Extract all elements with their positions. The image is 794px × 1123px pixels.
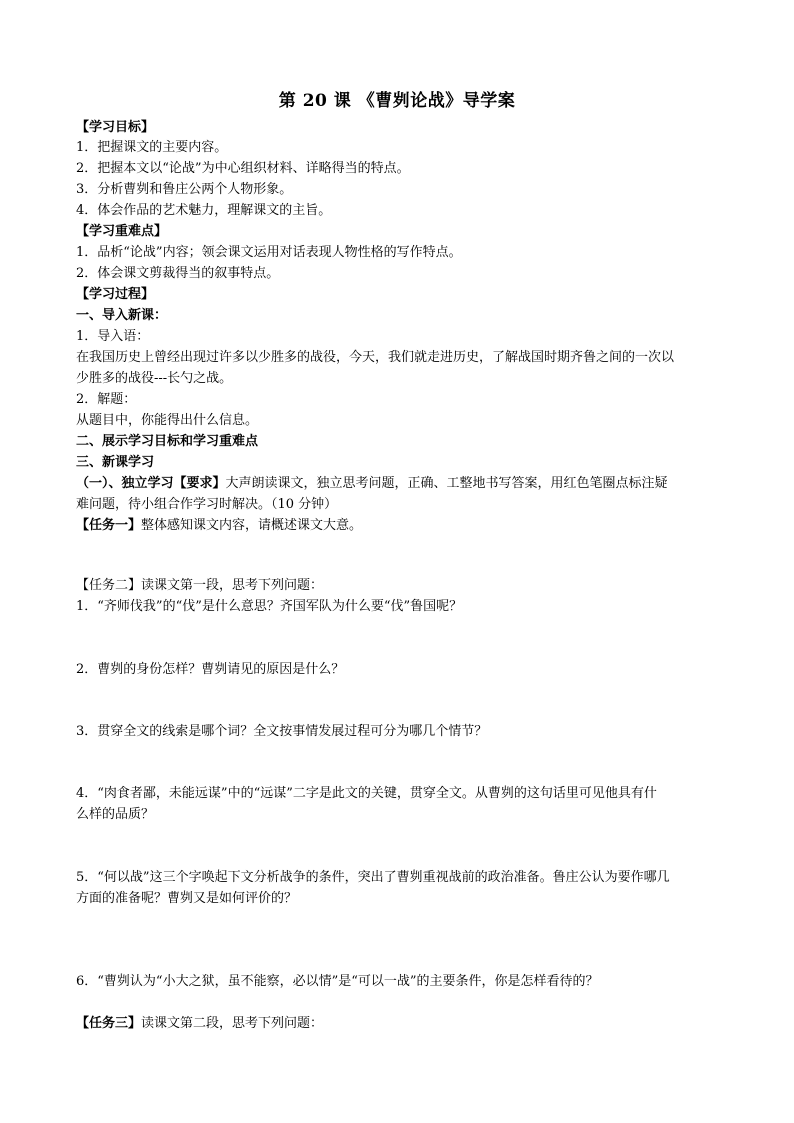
task-label: 【任务三】 — [76, 1016, 142, 1031]
question-item: 6．“曹刿认为“小大之狱，虽不能察，必以情”是“可以一战”的主要条件，你是怎样看待的？ — [76, 974, 599, 989]
independent-study-label: （一）、独立学习【要求】 — [76, 476, 226, 491]
key-point-item: 1．品析“论战”内容；领会课文运用对话表现人物性格的写作特点。 — [76, 245, 462, 260]
objective-item: 3．分析曹刿和鲁庄公两个人物形象。 — [76, 182, 293, 197]
question-item: 3．贯穿全文的线索是哪个词？全文按事情发展过程可分为哪几个情节？ — [76, 724, 488, 739]
title-explain-label: 2．解题： — [76, 392, 137, 407]
process-heading: 【学习过程】 — [76, 287, 155, 302]
title-explain-text: 从题目中，你能得出什么信息。 — [76, 413, 259, 428]
page-title: 第 20 课 《曹刿论战》导学案 — [278, 91, 516, 111]
question-item: 5．“何以战”这三个字唤起下文分析战争的条件，突出了曹刿重视战前的政治准备。鲁庄公认为要作哪几 — [76, 870, 670, 885]
task-text: 读课文第二段，思考下列问题： — [141, 1016, 324, 1031]
task-one — [76, 516, 726, 536]
intro-label: 1．导入语： — [76, 329, 150, 344]
key-points-heading: 【学习重难点】 — [76, 224, 168, 239]
section-heading: 一、导入新课： — [76, 308, 168, 323]
independent-study-text: 大声朗读课文，独立思考问题，正确、工整地书写答案，用红色笔圈点标注疑 — [225, 476, 668, 491]
objective-item: 2．把握本文以“论战”为中心组织材料、详略得当的特点。 — [76, 161, 410, 176]
intro-text: 在我国历史上曾经出现过许多以少胜多的战役，今天，我们就走进历史，了解战国时期齐鲁之间的一次以 — [76, 350, 675, 365]
section-heading: 三、新课学习 — [76, 455, 155, 470]
question-item: 4．“肉食者鄙，未能远谋”中的“远谋”二字是此文的关键，贯穿全文。从曹刿的这句话里可见他具有什 — [76, 786, 657, 801]
independent-study — [76, 474, 726, 494]
task-two: 【任务二】读课文第一段，思考下列问题： — [76, 578, 324, 593]
question-item: 方面的准备呢？曹刿又是如何评价的？ — [76, 891, 298, 906]
question-item: 么样的品质？ — [76, 807, 155, 822]
independent-study-text: 难问题，待小组合作学习时解决。（10 分钟） — [76, 497, 338, 512]
section-heading: 二、展示学习目标和学习重难点 — [76, 434, 259, 449]
objective-item: 1．把握课文的主要内容。 — [76, 140, 228, 155]
task-text: 整体感知课文内容，请概述课文大意。 — [141, 518, 363, 533]
question-item: 1．“齐师伐我”的“伐”是什么意思？齐国军队为什么要“伐”鲁国呢？ — [76, 599, 463, 614]
task-three — [76, 1014, 726, 1034]
objective-item: 4．体会作品的艺术魅力，理解课文的主旨。 — [76, 203, 332, 218]
key-point-item: 2．体会课文剪裁得当的叙事特点。 — [76, 266, 280, 281]
intro-text: 少胜多的战役---长勺之战。 — [76, 371, 233, 386]
task-label: 【任务一】 — [76, 518, 142, 533]
question-item: 2．曹刿的身份怎样？曹刿请见的原因是什么？ — [76, 662, 345, 677]
objectives-heading: 【学习目标】 — [76, 120, 155, 135]
